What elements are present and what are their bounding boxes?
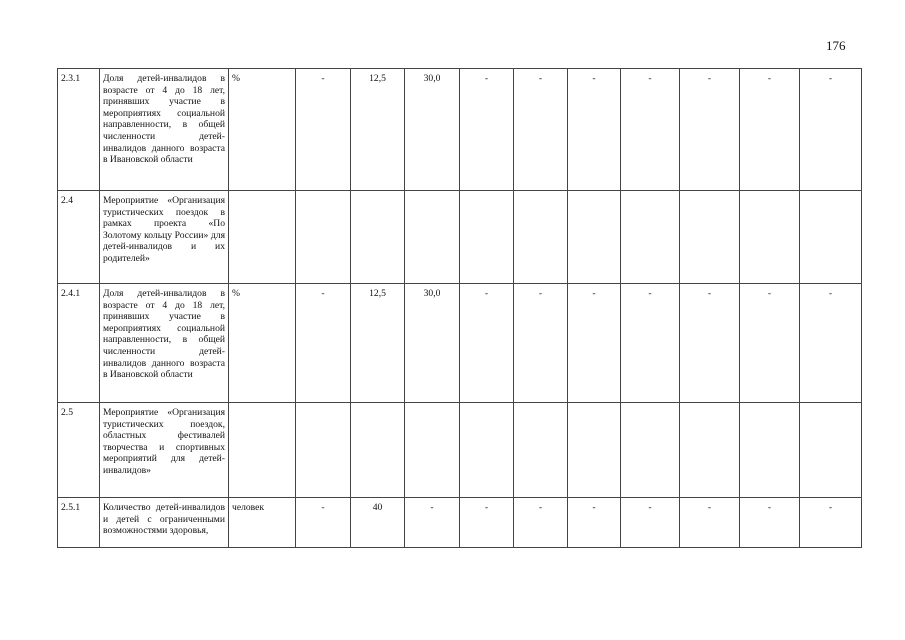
value-cell bbox=[296, 191, 351, 284]
table-row bbox=[58, 403, 862, 498]
indicator-name: Мероприятие «Организация туристических поездок в рамках проекта «По Золотому кольцу России» для детей-инвалидов и их родителей» bbox=[100, 191, 229, 284]
value-cell: - bbox=[460, 498, 514, 548]
value-cell bbox=[514, 403, 568, 498]
value-cell: - bbox=[405, 498, 460, 548]
table-row bbox=[58, 69, 862, 191]
unit-cell: человек bbox=[229, 498, 296, 548]
value-cell bbox=[800, 191, 862, 284]
value-cell: - bbox=[514, 284, 568, 403]
row-number: 2.5.1 bbox=[58, 498, 100, 548]
value-cell: - bbox=[740, 284, 800, 403]
unit-cell: % bbox=[229, 284, 296, 403]
value-cell bbox=[740, 191, 800, 284]
value-cell: - bbox=[296, 284, 351, 403]
unit-cell bbox=[229, 403, 296, 498]
value-cell bbox=[568, 191, 621, 284]
value-cell: - bbox=[568, 284, 621, 403]
value-cell: - bbox=[740, 69, 800, 191]
indicator-name: Мероприятие «Организация туристических поездок, областных фестивалей творчества и спортивных мероприятий для детей-инвалидов» bbox=[100, 403, 229, 498]
value-cell: - bbox=[621, 498, 680, 548]
value-cell: - bbox=[568, 69, 621, 191]
page-number: 176 bbox=[826, 38, 846, 53]
value-cell: 40 bbox=[351, 498, 405, 548]
row-number: 2.3.1 bbox=[58, 69, 100, 191]
value-cell: - bbox=[514, 498, 568, 548]
table-row bbox=[58, 498, 862, 548]
value-cell: - bbox=[800, 69, 862, 191]
value-cell: - bbox=[800, 498, 862, 548]
row-number: 2.5 bbox=[58, 403, 100, 498]
value-cell bbox=[460, 403, 514, 498]
indicator-name: Доля детей-инвалидов в возрасте от 4 до 18 лет, принявших участие в мероприятиях социальной направленности, в общей численности детей-инвалидов данного возраста в Ивановской области bbox=[100, 284, 229, 403]
value-cell: 30,0 bbox=[405, 284, 460, 403]
value-cell: - bbox=[460, 284, 514, 403]
value-cell: - bbox=[621, 69, 680, 191]
value-cell: - bbox=[680, 69, 740, 191]
indicator-name: Количество детей-инвалидов и детей с ограниченными возможностями здоровья, bbox=[100, 498, 229, 548]
value-cell bbox=[351, 403, 405, 498]
value-cell: - bbox=[800, 284, 862, 403]
value-cell bbox=[740, 403, 800, 498]
value-cell bbox=[405, 403, 460, 498]
value-cell: - bbox=[296, 498, 351, 548]
value-cell: - bbox=[621, 284, 680, 403]
value-cell bbox=[800, 403, 862, 498]
value-cell bbox=[680, 403, 740, 498]
table-row bbox=[58, 191, 862, 284]
unit-cell bbox=[229, 191, 296, 284]
table-row bbox=[58, 284, 862, 403]
value-cell: - bbox=[460, 69, 514, 191]
value-cell: 12,5 bbox=[351, 69, 405, 191]
value-cell bbox=[296, 403, 351, 498]
row-number: 2.4.1 bbox=[58, 284, 100, 403]
value-cell: - bbox=[680, 498, 740, 548]
value-cell: - bbox=[680, 284, 740, 403]
row-number: 2.4 bbox=[58, 191, 100, 284]
value-cell: - bbox=[514, 69, 568, 191]
value-cell bbox=[351, 191, 405, 284]
value-cell bbox=[405, 191, 460, 284]
value-cell bbox=[514, 191, 568, 284]
value-cell: 12,5 bbox=[351, 284, 405, 403]
value-cell bbox=[621, 403, 680, 498]
indicators-table bbox=[57, 68, 862, 548]
value-cell: - bbox=[296, 69, 351, 191]
value-cell bbox=[621, 191, 680, 284]
indicator-name: Доля детей-инвалидов в возрасте от 4 до 18 лет, принявших участие в мероприятиях социальной направленности, в общей численности детей-инвалидов данного возраста в Ивановской области bbox=[100, 69, 229, 191]
value-cell: - bbox=[568, 498, 621, 548]
value-cell bbox=[568, 403, 621, 498]
value-cell bbox=[680, 191, 740, 284]
unit-cell: % bbox=[229, 69, 296, 191]
value-cell: 30,0 bbox=[405, 69, 460, 191]
value-cell: - bbox=[740, 498, 800, 548]
value-cell bbox=[460, 191, 514, 284]
